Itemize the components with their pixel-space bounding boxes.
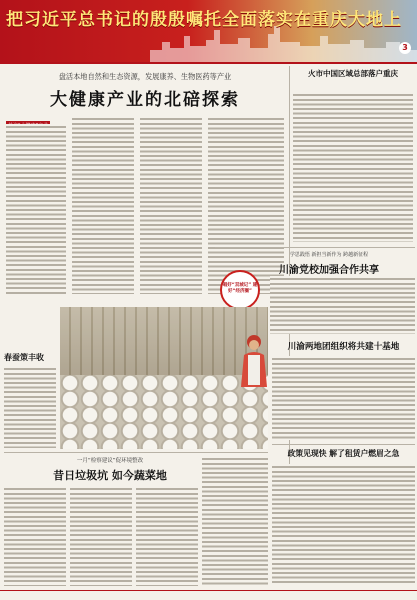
- twin-city-emblem: [220, 270, 260, 310]
- bottom-right-title: 政策见现快 解了租赁户燃眉之急: [287, 449, 400, 458]
- banner-headline: 把习近平总书记的殷殷嘱托全面落实在重庆大地上: [6, 10, 402, 30]
- page-number-badge: 3: [399, 42, 411, 54]
- lead-body-col-3: [140, 116, 202, 294]
- farmer-figure: [235, 333, 268, 387]
- right-mid-title: 川渝两地团组织将共建十基地: [287, 342, 400, 352]
- lead-story-header: [6, 72, 284, 110]
- right-box-rule: [215, 247, 415, 248]
- side-story-body: [4, 366, 56, 448]
- bottom-right-body: [272, 464, 415, 586]
- bottom-right-rule: [272, 444, 415, 445]
- emblem-text: 唱好“双城记” 建好“经济圈”: [222, 283, 258, 294]
- bottom-left-body-3: [136, 486, 198, 586]
- bottom-rule: [4, 452, 268, 453]
- bottom-left-header: [30, 456, 190, 483]
- right-box-body-right: [270, 276, 415, 334]
- bottom-left-body-1: [4, 486, 66, 586]
- masthead-rule: [0, 62, 417, 64]
- lead-title: 大健康产业的北碚探索: [50, 90, 240, 110]
- photo-side-story: [4, 352, 56, 363]
- side-story-title: 春蚕策丰收: [4, 352, 44, 362]
- masthead-banner: [0, 0, 417, 62]
- bottom-right-header: [272, 448, 415, 459]
- silkworm-farm-photo: [60, 307, 268, 449]
- right-top-body: [293, 92, 413, 242]
- bottom-left-body-4: [202, 456, 268, 586]
- right-mid-story: [272, 340, 415, 352]
- right-box-title: 川渝党校加强合作共享: [279, 265, 379, 276]
- lead-kicker: 盘活本地自然和生态资源，发展康养、生物医药等产业: [58, 72, 232, 81]
- bottom-left-title: 昔日垃圾坑 如今蔬菜地: [53, 469, 167, 482]
- bottom-left-body-2: [70, 486, 132, 586]
- right-box-kicker: 学思践悟 新担当新作为 跨越新征程: [289, 252, 369, 258]
- right-top-title: 火市中国区域总部落户重庆: [308, 69, 398, 78]
- right-mid-body: [272, 356, 415, 440]
- lead-body-col-1: [6, 124, 66, 294]
- right-top-story: [293, 68, 413, 79]
- bottom-left-kicker: 一月“检察建议”促环境整改: [76, 458, 144, 464]
- right-box-header: [243, 251, 415, 276]
- lead-body-col-2: [72, 116, 134, 294]
- page-footer: [0, 590, 417, 600]
